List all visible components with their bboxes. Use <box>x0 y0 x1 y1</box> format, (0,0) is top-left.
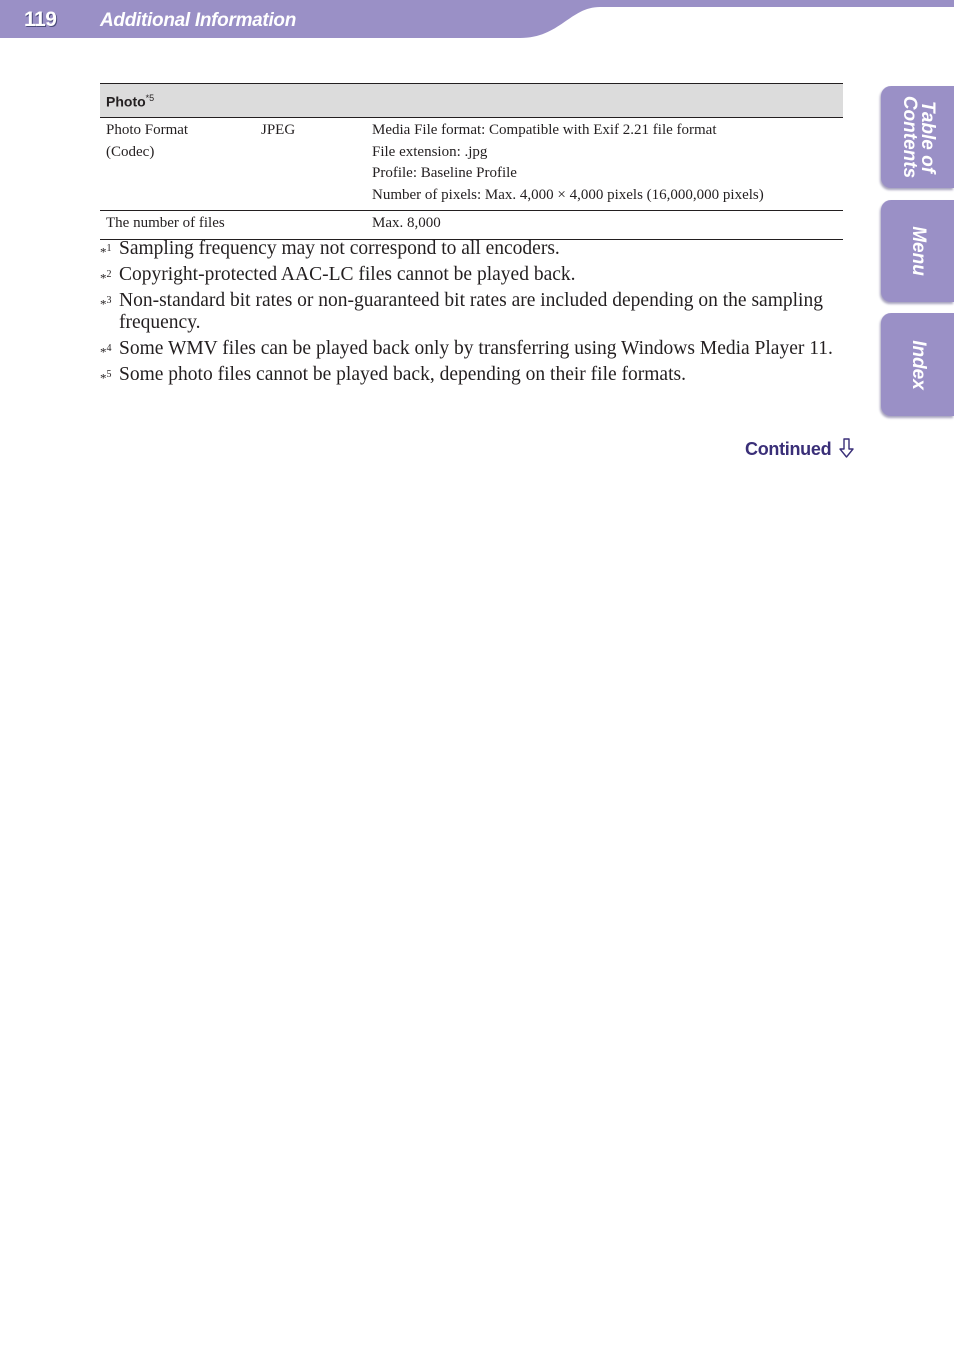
footnote <box>100 238 845 260</box>
footnote-text: Non-standard bit rates or non-guaranteed bit rates are included depending on the sampling frequency. <box>119 290 823 333</box>
continued-link[interactable] <box>745 438 854 460</box>
row-label: The number of files <box>106 215 225 232</box>
row-label: Photo Format <box>106 122 189 139</box>
footnotes <box>100 238 845 390</box>
footnote-mark: *$^5$ <box>100 369 112 386</box>
footnote-text: Copyright-protected AAC-LC files cannot be played back. <box>119 264 576 285</box>
table-row <box>100 211 843 240</box>
row-label-cell <box>100 211 255 240</box>
page-number: 119 <box>24 8 57 31</box>
details-cell <box>366 118 843 211</box>
row-label-cell <box>100 118 255 211</box>
table-heading <box>100 84 843 118</box>
footnote-mark: *$^4$ <box>100 343 112 360</box>
tab-table-of-contents-label: Table of Contents <box>898 95 938 179</box>
codec-cell <box>255 211 366 240</box>
detail-line: Profile: Baseline Profile <box>372 165 517 182</box>
table-heading-text: Photo <box>106 93 146 110</box>
detail-line: Number of pixels: Max. 4,000 × 4,000 pixels (16,000,000 pixels) <box>372 186 764 203</box>
page-header <box>0 0 954 40</box>
footnote <box>100 290 845 334</box>
footnote-mark: *$^3$ <box>100 295 112 312</box>
detail-line: Media File format: Compatible with Exif 2.21 file format <box>372 122 717 139</box>
detail-line: File extension: .jpg <box>372 143 488 160</box>
detail-line: Max. 8,000 <box>372 215 441 232</box>
details-cell <box>366 211 843 240</box>
footnote-text: Sampling frequency may not correspond to all encoders. <box>119 238 560 259</box>
footnote <box>100 364 845 386</box>
tab-index-label: Index <box>907 339 929 390</box>
footnote-text: Some photo files cannot be played back, depending on their file formats. <box>119 364 686 385</box>
footnote-text: Some WMV files can be played back only by transferring using Windows Media Player 11. <box>119 338 833 359</box>
footnote <box>100 338 845 360</box>
photo-spec-table <box>100 83 843 240</box>
arrow-down-icon <box>839 438 854 458</box>
continued-label: Continued <box>745 439 832 459</box>
table-header-row <box>100 84 843 118</box>
section-title: Additional Information <box>100 10 297 31</box>
table-row <box>100 118 843 211</box>
footnote-mark: *$^1$ <box>100 243 112 260</box>
footnote <box>100 264 845 286</box>
footnote-mark: *$^2$ <box>100 269 112 286</box>
table-heading-note: *5 <box>145 93 155 103</box>
codec-cell: JPEG <box>255 118 366 211</box>
tab-index[interactable] <box>881 313 954 416</box>
tab-table-of-contents[interactable] <box>881 86 954 188</box>
row-label: (Codec) <box>106 143 155 160</box>
tab-menu-label: Menu <box>907 226 929 276</box>
tab-menu[interactable] <box>881 200 954 302</box>
